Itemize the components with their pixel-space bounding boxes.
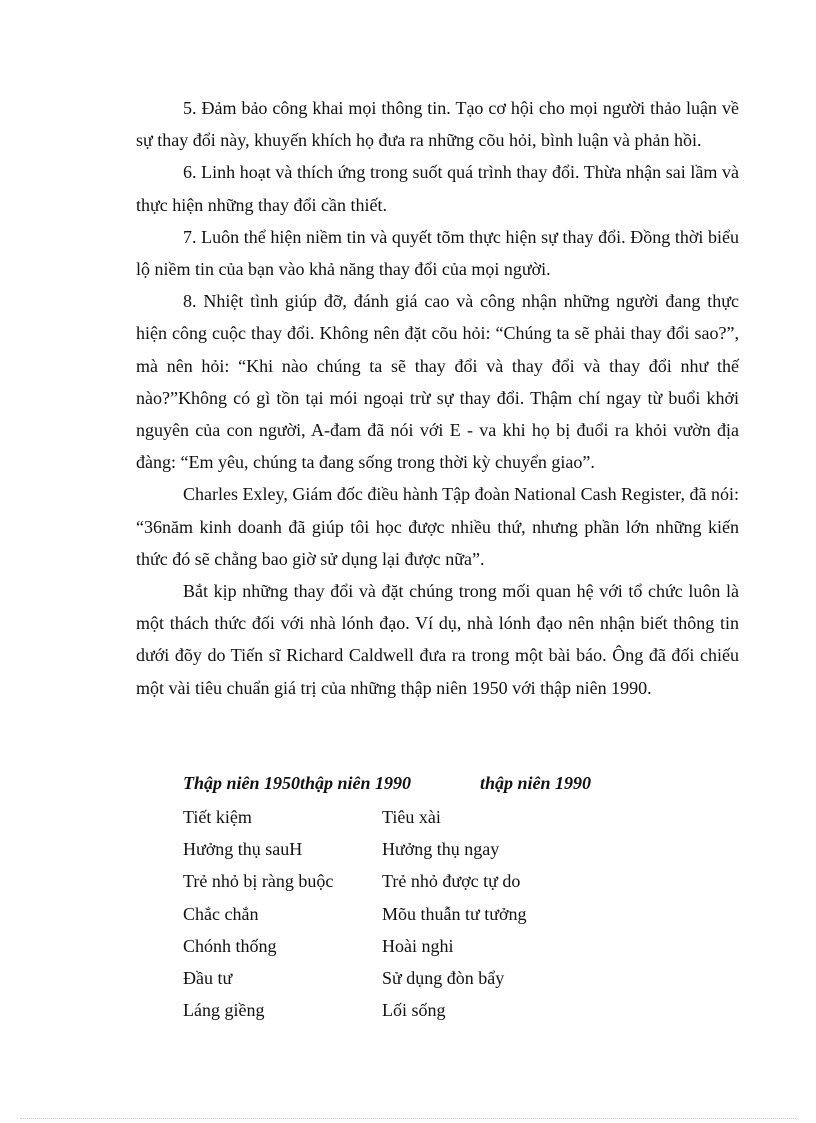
comparison-cell-1990s: Trẻ nhỏ được tự do: [382, 871, 521, 892]
comparison-cell-1990s: Sử dụng đòn bẩy: [382, 967, 505, 988]
comparison-header-right: thập niên 1990: [480, 773, 592, 793]
comparison-row: [183, 962, 633, 994]
comparison-row: [183, 930, 633, 962]
comparison-cell-1950s: Tiết kiệm: [183, 807, 252, 827]
comparison-table: [183, 801, 633, 1026]
comparison-cell-1950s: Láng giềng: [183, 1000, 265, 1021]
comparison-cell-1950s: Đầu tư: [183, 967, 233, 988]
comparison-cell-1990s: Tiêu xài: [382, 807, 441, 827]
paragraph-item-6: 6. Linh hoạt và thích ứng trong suốt quá trình thay đổi. Thừa nhận sai lầm và thực hiện những thay đổi cần thiết.: [136, 162, 739, 215]
comparison-row: [183, 833, 633, 865]
comparison-cell-1950s: Chắc chắn: [183, 903, 259, 924]
comparison-row: [183, 801, 633, 833]
paragraph-item-7: 7. Luôn thể hiện niềm tin và quyết tõm thực hiện sự thay đổi. Đồng thời biểu lộ niềm tin của bạn vào khả năng thay đổi của mọi người.: [136, 226, 739, 280]
comparison-cell-1990s: Hoài nghi: [382, 935, 454, 956]
comparison-cell-1990s: Hưởng thụ ngay: [382, 839, 500, 860]
comparison-row: [183, 865, 633, 897]
paragraph-caldwell: Bắt kịp những thay đổi và đặt chúng trong mối quan hệ với tổ chức luôn là một thách thức đối với nhà lónh đạo. Ví dụ, nhà lónh đạo nên nhận biết thông tin dưới đõy do Tiến sĩ Richard Caldwell đưa ra trong một bài báo. Ông đã đối chiếu một vài tiêu chuẩn giá trị của những thập niên 1950 với thập niên 1990.: [136, 581, 739, 698]
comparison-cell-1990s: Lối sống: [382, 1000, 446, 1021]
comparison-cell-1990s: Mõu thuẫn tư tưởng: [382, 903, 527, 924]
page-divider: [20, 1118, 796, 1119]
comparison-row: [183, 994, 633, 1026]
comparison-row: [183, 898, 633, 930]
comparison-cell-1950s: Trẻ nhỏ bị ràng buộc: [183, 871, 334, 892]
paragraph-item-5: 5. Đảm bảo công khai mọi thông tin. Tạo cơ hội cho mọi người thảo luận về sự thay đổi này, khuyến khích họ đưa ra những cõu hỏi, bình luận và phản hồi.: [136, 98, 739, 151]
comparison-header: [183, 770, 592, 796]
paragraph-item-8: 8. Nhiệt tình giúp đỡ, đánh giá cao và công nhận những người đang thực hiện công cuộc thay đổi. Không nên đặt cõu hỏi: “Chúng ta sẽ phải thay đổi sao?”, mà nên hỏi: “Khi nào chúng ta sẽ thay đổi và thay đổi và thay đổi như thế nào?”Không có gì tồn tại mói ngoại trừ sự thay đổi. Thậm chí ngay từ buổi khởi nguyên của con người, A-đam đã nói với E - va khi họ bị đuổi ra khỏi vườn địa đàng: “Em yêu, chúng ta đang sống trong thời kỳ chuyển giao”.: [136, 291, 739, 473]
comparison-cell-1950s: Hưởng thụ sauH: [183, 839, 303, 860]
comparison-cell-1950s: Chónh thống: [183, 935, 277, 956]
comparison-header-left: Thập niên 1950thập niên 1990: [183, 773, 412, 793]
body-text: [136, 92, 739, 704]
paragraph-exley-quote: Charles Exley, Giám đốc điều hành Tập đoàn National Cash Register, đã nói: “36năm kinh doanh đã giúp tôi học được nhiều thứ, nhưng phần lớn những kiến thức đó sẽ chẳng bao giờ sử dụng lại được nữa”.: [136, 484, 739, 569]
